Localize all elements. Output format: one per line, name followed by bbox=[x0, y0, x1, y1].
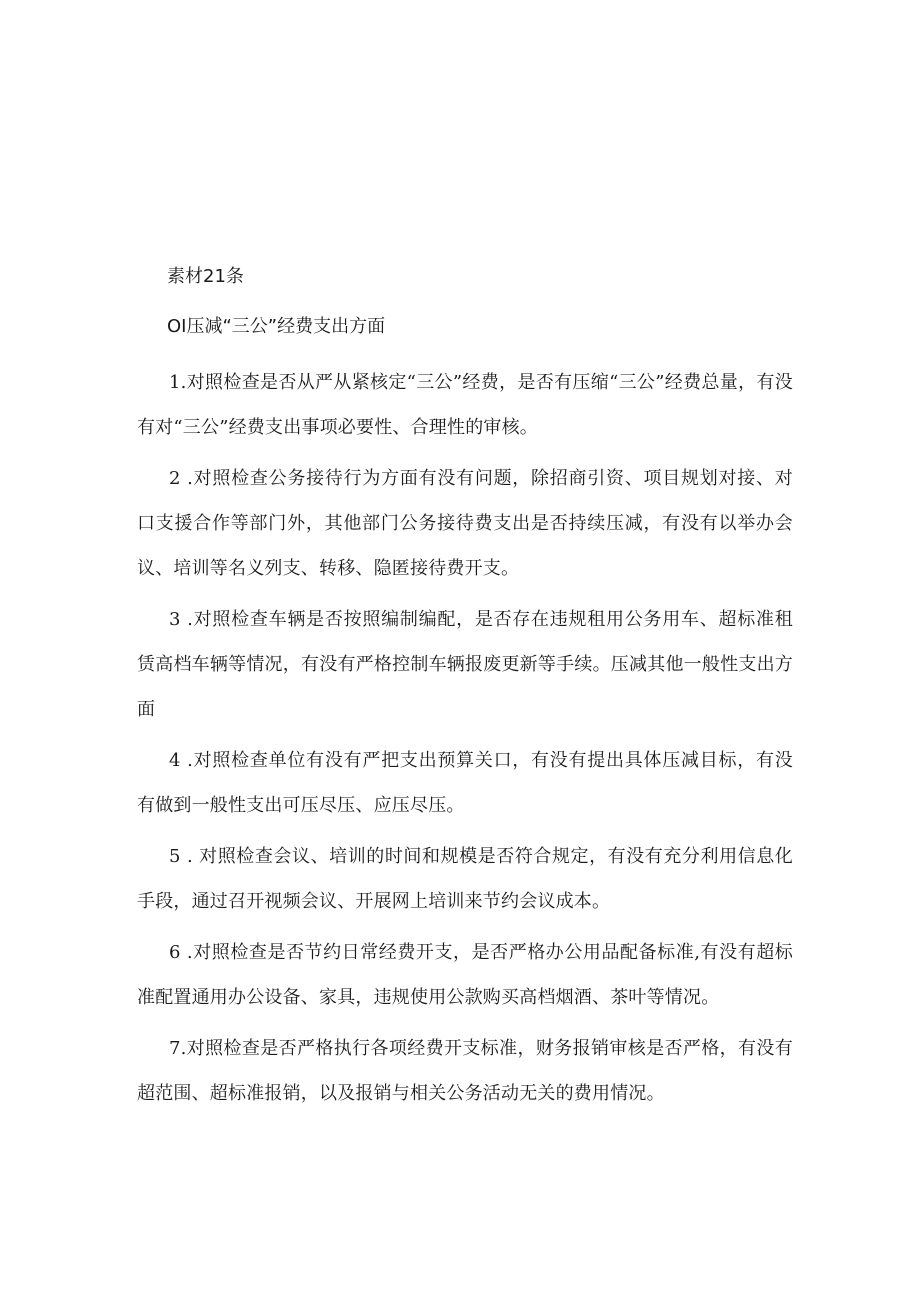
list-item: 5 . 对照检查会议、培训的时间和规模是否符合规定，有没有充分利用信息化手段，通过召开视频会议、开展网上培训来节约会议成本。 bbox=[137, 846, 793, 912]
list-item: 3 .对照检查车辆是否按照编制编配，是否存在违规租用公务用车、超标准租赁高档车辆等情况，有没有严格控制车辆报废更新等手续。压减其他一般性支出方面 bbox=[137, 609, 793, 720]
list-item: 7.对照检查是否严格执行各项经费开支标准，财务报销审核是否严格，有没有超范围、超标准报销，以及报销与相关公务活动无关的费用情况。 bbox=[137, 1038, 793, 1104]
list-item: 2 .对照检查公务接待行为方面有没有问题，除招商引资、项目规划对接、对口支援合作等部门外，其他部门公务接待费支出是否持续压减，有没有以举办会议、培训等名义列支、转移、隐匿接待费开支。 bbox=[137, 468, 793, 579]
document-heading: 素材21条 bbox=[167, 266, 244, 287]
list-item: 6 .对照检查是否节约日常经费开支，是否严格办公用品配备标准,有没有超标准配置通用办公设备、家具，违规使用公款购买高档烟酒、茶叶等情况。 bbox=[137, 942, 793, 1008]
section-title: OI压减“三公”经费支出方面 bbox=[167, 316, 386, 337]
document-body bbox=[137, 262, 793, 1122]
list-item: 4 .对照检查单位有没有严把支出预算关口，有没有提出具体压减目标，有没有做到一般性支出可压尽压、应压尽压。 bbox=[137, 750, 793, 816]
list-item: 1.对照检查是否从严从紧核定“三公”经费，是否有压缩“三公”经费总量，有没有对“三公”经费支出事项必要性、合理性的审核。 bbox=[137, 372, 793, 438]
